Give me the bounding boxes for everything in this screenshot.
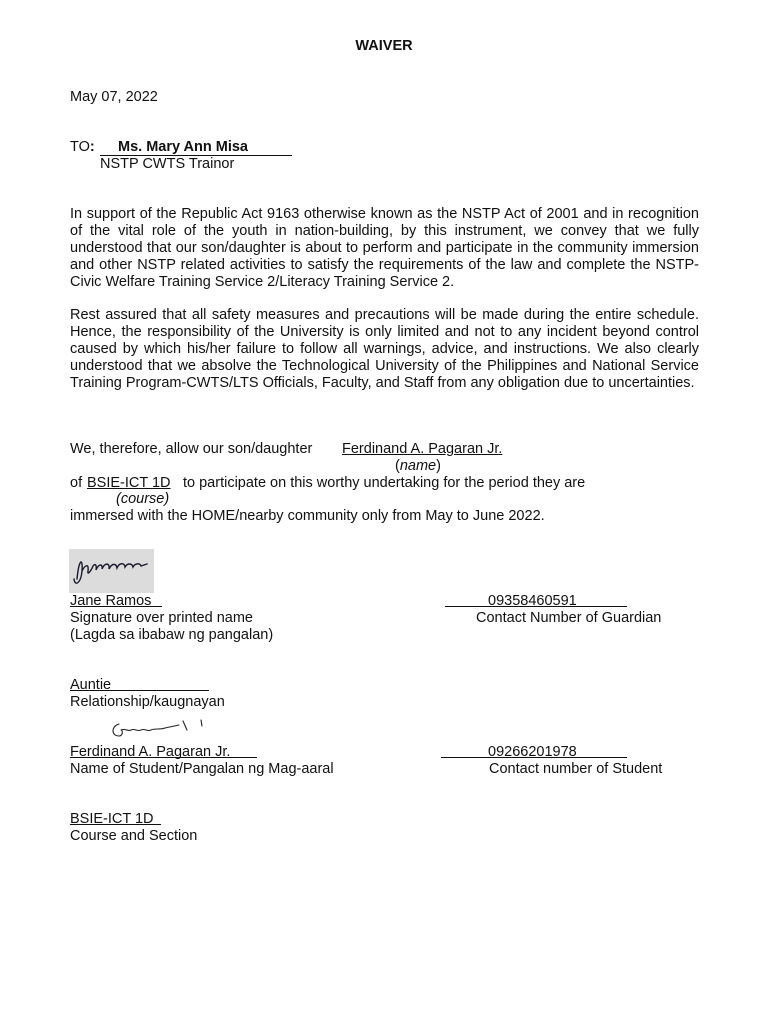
signature-label: Signature over printed name <box>70 610 253 626</box>
student-course-label: Course and Section <box>70 828 198 844</box>
student-name-underline <box>70 757 257 758</box>
student-name: Ferdinand A. Pagaran Jr. <box>70 744 231 760</box>
paragraph-safety: Rest assured that all safety measures and precautions will be made during the entire schedule. Hence, the responsibility of the University is only limited and not to any incident beyond control caused by which his/her failure to follow all warnings, advice, and instructions. We also clearly understood that we absolve the Technological University of the Philippines and National Service Training Program-CWTS/LTS Officials, Faculty, and Staff from any obligation due to uncertainties. <box>70 307 699 391</box>
paragraph-ra9163: In support of the Republic Act 9163 otherwise known as the NSTP Act of 2001 and in recognition of the vital role of the youth in nation-building, by this instrument, we convey that we fully understood that our son/daughter is about to perform and participate in the community immersion and other NSTP related activities to satisfy the requirements of the law and complete the NSTP-Civic Welfare Training Service 2/Literacy Training Service 2. <box>70 206 699 290</box>
guardian-signature-icon <box>69 549 154 593</box>
student-contact: 09266201978 <box>488 744 577 760</box>
to-line <box>70 139 95 156</box>
name-hint: (name) <box>395 458 441 474</box>
to-colon: : <box>89 139 95 155</box>
guardian-contact-underline <box>445 606 627 607</box>
to-label: TO <box>70 139 90 155</box>
relationship-value: Auntie <box>70 677 112 693</box>
immersed-text: immersed with the HOME/nearby community only from May to June 2022. <box>70 508 545 524</box>
student-name-fill: Ferdinand A. Pagaran Jr. <box>342 441 503 457</box>
course-fill: BSIE-ICT 1D <box>87 475 171 491</box>
relationship-label: Relationship/kaugnayan <box>70 694 225 710</box>
guardian-name: Jane Ramos <box>70 593 152 609</box>
student-name-label: Name of Student/Pangalan ng Mag-aaral <box>70 761 334 777</box>
participate-text: to participate on this worthy undertaking for the period they are <box>183 475 586 491</box>
student-contact-label: Contact number of Student <box>489 761 663 777</box>
allow-text: We, therefore, allow our son/daughter <box>70 441 313 457</box>
course-hint: (course) <box>116 491 170 507</box>
guardian-name-underline <box>70 606 162 607</box>
signature-label-tagalog: (Lagda sa ibabaw ng pangalan) <box>70 627 274 643</box>
of-text: of <box>70 475 83 491</box>
relationship-underline <box>70 690 209 691</box>
recipient-name-field <box>100 139 292 156</box>
recipient-role: NSTP CWTS Trainor <box>100 156 235 172</box>
student-contact-underline <box>441 757 627 758</box>
guardian-contact: 09358460591 <box>488 593 577 609</box>
guardian-contact-label: Contact Number of Guardian <box>476 610 662 626</box>
recipient-name: Ms. Mary Ann Misa <box>118 139 248 155</box>
document-title: WAIVER <box>355 38 413 54</box>
student-course: BSIE-ICT 1D <box>70 811 154 827</box>
student-course-underline <box>70 824 161 825</box>
guardian-signature-image <box>69 549 154 593</box>
document-date: May 07, 2022 <box>70 89 158 105</box>
name-hint-label: name <box>399 458 437 474</box>
